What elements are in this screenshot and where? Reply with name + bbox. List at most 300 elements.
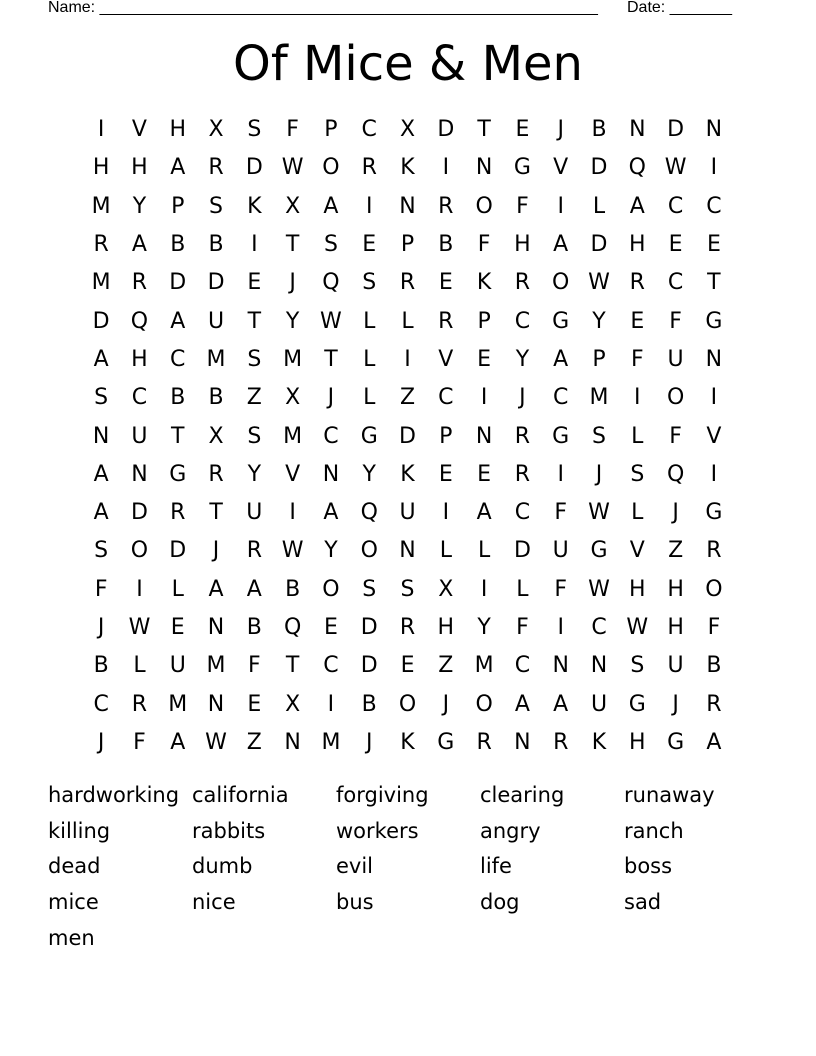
grid-letter: H: [629, 729, 646, 755]
grid-letter: D: [92, 308, 110, 334]
grid-letter: K: [400, 729, 415, 755]
grid-row: [82, 379, 734, 417]
grid-letter: N: [284, 729, 301, 755]
grid-letter: A: [246, 576, 262, 602]
grid-letter: F: [669, 423, 682, 449]
grid-letter: Z: [399, 385, 416, 411]
grid-letter: S: [400, 576, 415, 602]
word-bank-item: men: [48, 925, 95, 950]
grid-letter: W: [281, 538, 304, 564]
grid-letter: N: [475, 423, 493, 449]
grid-letter: B: [361, 691, 377, 717]
grid-row: [82, 571, 734, 609]
grid-letter: F: [669, 308, 682, 334]
grid-letter: T: [707, 270, 721, 296]
grid-letter: H: [667, 615, 684, 640]
grid-letter: E: [362, 232, 377, 258]
grid-letter: I: [442, 500, 450, 526]
grid-letter: F: [248, 653, 261, 679]
word-bank-item: california: [192, 783, 289, 807]
grid-letter: D: [169, 270, 187, 296]
grid-letter: C: [667, 270, 684, 296]
grid-letter: H: [629, 232, 646, 258]
grid-letter: P: [439, 423, 453, 449]
grid-letter: C: [514, 500, 531, 526]
grid-letter: X: [399, 117, 416, 143]
grid-letter: D: [667, 117, 685, 143]
grid-letter: V: [131, 117, 147, 143]
grid-letter: B: [706, 653, 722, 679]
word-bank-item: angry: [480, 818, 541, 843]
grid-letter: D: [399, 423, 416, 449]
grid-letter: I: [557, 615, 564, 640]
grid-letter: T: [285, 232, 300, 258]
grid-letter: K: [247, 193, 262, 219]
word-bank-item: clearing: [480, 783, 565, 807]
grid-letter: H: [131, 155, 148, 181]
grid-letter: G: [437, 729, 455, 755]
grid-letter: J: [519, 385, 526, 411]
grid-letter: F: [554, 576, 568, 602]
grid-letter: C: [323, 423, 339, 449]
grid-letter: R: [246, 538, 262, 564]
date-field-label: Date: _______: [627, 0, 732, 16]
grid-row: [82, 264, 734, 302]
grid-letter: M: [474, 653, 494, 679]
word-bank-item: evil: [336, 854, 374, 879]
grid-letter: E: [438, 270, 453, 296]
grid-letter: W: [320, 308, 342, 334]
word-bank-item: workers: [336, 818, 419, 843]
grid-letter: G: [667, 729, 685, 755]
grid-letter: I: [480, 385, 488, 411]
word-bank-item: boss: [624, 854, 673, 879]
grid-letter: H: [629, 576, 646, 602]
grid-letter: W: [205, 729, 227, 755]
grid-letter: M: [283, 346, 303, 372]
grid-letter: W: [626, 615, 649, 640]
grid-letter: V: [706, 423, 722, 449]
grid-letter: A: [93, 461, 109, 487]
grid-letter: L: [133, 653, 146, 679]
word-bank: [48, 778, 788, 956]
word-bank-item: hardworking: [48, 783, 180, 807]
grid-letter: U: [207, 308, 225, 334]
grid-letter: R: [514, 423, 531, 449]
grid-row: [82, 226, 734, 264]
grid-letter: C: [131, 385, 148, 411]
word-bank-item: ranch: [624, 818, 684, 843]
grid-letter: S: [323, 232, 338, 258]
grid-letter: D: [513, 538, 531, 564]
grid-row: [82, 532, 734, 570]
grid-letter: R: [208, 461, 224, 487]
word-bank-item: life: [480, 854, 512, 879]
grid-letter: J: [212, 538, 220, 564]
grid-letter: G: [169, 461, 187, 487]
grid-letter: H: [131, 346, 148, 372]
word-bank-item: dead: [48, 854, 101, 879]
grid-letter: D: [590, 155, 608, 181]
word-bank-item: sad: [624, 890, 662, 915]
grid-letter: G: [552, 423, 570, 449]
grid-letter: S: [630, 461, 645, 487]
grid-row: [82, 111, 734, 149]
grid-letter: A: [706, 729, 722, 755]
grid-letter: I: [634, 385, 641, 411]
grid-letter: Y: [592, 308, 606, 334]
grid-letter: R: [438, 193, 454, 219]
grid-letter: Y: [132, 193, 147, 219]
grid-letter: V: [553, 155, 569, 181]
grid-letter: A: [553, 232, 569, 258]
grid-letter: J: [442, 691, 450, 717]
grid-letter: J: [672, 500, 679, 526]
grid-letter: C: [706, 193, 722, 219]
grid-letter: N: [131, 461, 148, 487]
grid-letter: P: [477, 308, 491, 334]
grid-letter: S: [247, 423, 262, 449]
grid-letter: A: [553, 346, 569, 372]
grid-letter: D: [590, 232, 608, 258]
grid-letter: I: [710, 155, 718, 181]
grid-letter: L: [171, 576, 184, 602]
grid-row: [82, 417, 734, 455]
grid-letter: I: [557, 461, 564, 487]
grid-row: [82, 685, 734, 723]
grid-letter: D: [169, 538, 187, 564]
word-bank-item: bus: [336, 890, 374, 915]
grid-letter: E: [400, 653, 415, 679]
grid-letter: J: [672, 691, 679, 717]
grid-letter: O: [552, 270, 570, 296]
grid-letter: B: [208, 232, 224, 258]
grid-letter: Y: [247, 461, 262, 487]
grid-letter: N: [92, 423, 110, 449]
grid-letter: C: [438, 385, 454, 411]
name-field-label: Name: ________________________________________________________: [48, 0, 598, 16]
grid-letter: A: [323, 193, 339, 219]
grid-letter: N: [322, 461, 340, 487]
grid-letter: L: [363, 346, 376, 372]
grid-letter: L: [516, 576, 529, 602]
grid-letter: Q: [666, 461, 685, 487]
grid-row: [82, 188, 734, 226]
grid-letter: U: [399, 500, 416, 526]
grid-letter: S: [362, 270, 377, 296]
grid-row: [82, 149, 734, 187]
grid-letter: C: [591, 615, 607, 640]
grid-letter: S: [247, 117, 262, 143]
grid-letter: O: [322, 576, 340, 602]
grid-letter: L: [363, 308, 376, 334]
grid-letter: W: [588, 500, 610, 526]
grid-letter: M: [321, 729, 341, 755]
grid-letter: W: [281, 155, 304, 181]
grid-letter: V: [438, 346, 454, 372]
grid-letter: Y: [285, 308, 300, 334]
grid-letter: D: [360, 615, 378, 640]
grid-letter: Y: [477, 615, 491, 640]
grid-letter: C: [514, 308, 531, 334]
grid-letter: S: [362, 576, 377, 602]
grid-letter: X: [208, 423, 224, 449]
grid-letter: G: [552, 308, 570, 334]
grid-letter: T: [285, 653, 300, 679]
grid-letter: H: [514, 232, 531, 258]
grid-letter: A: [93, 346, 109, 372]
grid-letter: I: [442, 155, 450, 181]
grid-letter: E: [323, 615, 338, 640]
grid-letter: Z: [246, 729, 262, 755]
grid-letter: A: [514, 691, 530, 717]
grid-letter: B: [591, 117, 607, 143]
grid-letter: I: [251, 232, 258, 258]
grid-letter: N: [207, 691, 225, 717]
grid-letter: A: [93, 500, 109, 526]
grid-letter: X: [208, 117, 224, 143]
grid-letter: G: [513, 155, 531, 181]
grid-letter: I: [710, 461, 718, 487]
grid-letter: Z: [438, 653, 454, 679]
grid-letter: G: [590, 538, 608, 564]
grid-letter: A: [208, 576, 224, 602]
grid-letter: S: [209, 193, 224, 219]
grid-letter: A: [170, 729, 186, 755]
grid-letter: W: [664, 155, 687, 181]
grid-letter: C: [514, 653, 531, 679]
grid-letter: A: [131, 232, 147, 258]
grid-letter: W: [588, 576, 610, 602]
grid-letter: A: [170, 308, 186, 334]
grid-letter: A: [476, 500, 492, 526]
grid-letter: A: [553, 691, 569, 717]
grid-letter: E: [668, 232, 683, 258]
grid-letter: J: [289, 270, 296, 296]
grid-letter: F: [630, 346, 644, 372]
grid-letter: R: [514, 270, 531, 296]
grid-letter: C: [667, 193, 684, 219]
grid-letter: R: [438, 308, 454, 334]
grid-letter: C: [361, 117, 377, 143]
grid-letter: G: [705, 308, 723, 334]
grid-letter: Y: [324, 538, 338, 564]
grid-letter: O: [705, 576, 723, 602]
grid-letter: G: [628, 691, 646, 717]
grid-letter: E: [477, 346, 492, 372]
grid-letter: I: [97, 117, 105, 143]
grid-letter: C: [553, 385, 569, 411]
grid-letter: B: [170, 385, 186, 411]
grid-letter: M: [91, 270, 111, 296]
word-bank-item: rabbits: [192, 818, 266, 843]
grid-letter: R: [93, 232, 109, 258]
grid-letter: K: [400, 155, 415, 181]
grid-letter: H: [437, 615, 455, 640]
grid-letter: N: [705, 346, 723, 372]
grid-letter: F: [133, 729, 146, 755]
word-bank-item: killing: [48, 818, 111, 843]
grid-letter: Q: [283, 615, 302, 640]
word-bank-item: dog: [480, 890, 520, 915]
grid-letter: S: [630, 653, 645, 679]
grid-row: [82, 341, 734, 379]
word-search-grid: [82, 111, 734, 762]
word-bank-item: forgiving: [336, 783, 429, 807]
grid-letter: X: [438, 576, 454, 602]
grid-letter: U: [552, 538, 569, 564]
grid-letter: R: [399, 270, 416, 296]
grid-row: [82, 609, 734, 647]
grid-row: [82, 302, 734, 340]
grid-letter: Y: [362, 461, 376, 487]
grid-letter: H: [169, 117, 187, 143]
grid-letter: J: [327, 385, 335, 411]
grid-letter: U: [246, 500, 263, 526]
grid-letter: F: [477, 232, 491, 258]
grid-letter: K: [476, 270, 492, 296]
grid-letter: O: [398, 691, 417, 717]
grid-letter: M: [168, 691, 188, 717]
grid-letter: E: [515, 117, 530, 143]
grid-letter: X: [285, 385, 301, 411]
grid-letter: W: [588, 270, 610, 296]
grid-letter: E: [706, 232, 721, 258]
grid-letter: I: [710, 385, 718, 411]
grid-letter: S: [94, 385, 109, 411]
grid-letter: E: [630, 308, 645, 334]
grid-letter: K: [591, 729, 607, 755]
grid-letter: Q: [628, 155, 646, 181]
grid-letter: R: [131, 691, 148, 717]
grid-letter: T: [171, 423, 185, 449]
grid-letter: G: [705, 500, 723, 526]
grid-letter: O: [666, 385, 685, 411]
grid-letter: F: [94, 576, 108, 602]
grid-letter: M: [91, 193, 111, 219]
grid-letter: B: [170, 232, 186, 258]
grid-letter: N: [399, 538, 416, 564]
grid-letter: C: [323, 653, 339, 679]
grid-letter: I: [480, 576, 488, 602]
grid-row: [82, 724, 734, 762]
grid-letter: J: [97, 615, 105, 640]
grid-letter: D: [360, 653, 378, 679]
grid-letter: F: [554, 500, 568, 526]
grid-letter: L: [592, 193, 606, 219]
grid-letter: T: [477, 117, 491, 143]
page-title: Of Mice & Men: [233, 36, 583, 92]
grid-letter: D: [207, 270, 225, 296]
grid-letter: I: [557, 193, 564, 219]
grid-letter: N: [705, 117, 723, 143]
grid-letter: R: [629, 270, 645, 296]
grid-letter: N: [629, 117, 646, 143]
grid-letter: N: [207, 615, 225, 640]
grid-letter: F: [286, 117, 299, 143]
grid-letter: R: [514, 461, 531, 487]
grid-letter: N: [475, 155, 493, 181]
grid-letter: E: [247, 691, 262, 717]
grid-letter: R: [170, 500, 186, 526]
grid-letter: J: [97, 729, 105, 755]
grid-letter: Z: [246, 385, 262, 411]
grid-letter: A: [323, 500, 339, 526]
grid-letter: E: [438, 461, 453, 487]
grid-letter: J: [595, 461, 603, 487]
grid-letter: W: [128, 615, 151, 640]
grid-letter: O: [130, 538, 149, 564]
word-bank-item: runaway: [624, 783, 715, 807]
grid-row: [82, 494, 734, 532]
grid-letter: L: [401, 308, 414, 334]
grid-letter: T: [324, 346, 338, 372]
grid-letter: J: [365, 729, 373, 755]
grid-letter: M: [206, 346, 226, 372]
grid-letter: E: [170, 615, 185, 640]
grid-letter: L: [439, 538, 452, 564]
grid-letter: B: [93, 653, 109, 679]
grid-letter: N: [552, 653, 569, 679]
grid-letter: P: [171, 193, 185, 219]
grid-letter: I: [365, 193, 373, 219]
grid-letter: I: [136, 576, 143, 602]
grid-letter: I: [327, 691, 335, 717]
grid-letter: N: [514, 729, 531, 755]
grid-letter: G: [360, 423, 378, 449]
grid-letter: U: [667, 653, 684, 679]
grid-letter: R: [399, 615, 416, 640]
grid-letter: L: [363, 385, 376, 411]
grid-letter: E: [247, 270, 262, 296]
grid-letter: O: [360, 538, 378, 564]
grid-letter: R: [706, 691, 722, 717]
grid-letter: Y: [515, 346, 530, 372]
grid-letter: A: [170, 155, 186, 181]
grid-letter: X: [285, 691, 301, 717]
grid-letter: I: [404, 346, 411, 372]
grid-letter: E: [477, 461, 492, 487]
grid-letter: D: [245, 155, 263, 181]
grid-row: [82, 456, 734, 494]
grid-letter: M: [589, 385, 609, 411]
grid-letter: O: [322, 155, 340, 181]
word-bank-item: nice: [192, 890, 236, 915]
grid-letter: L: [631, 423, 644, 449]
grid-letter: F: [707, 615, 721, 640]
grid-letter: T: [247, 308, 262, 334]
grid-letter: R: [706, 538, 722, 564]
grid-letter: S: [592, 423, 606, 449]
grid-letter: U: [590, 691, 608, 717]
grid-letter: K: [400, 461, 415, 487]
grid-letter: J: [557, 117, 564, 143]
grid-letter: L: [631, 500, 644, 526]
grid-letter: M: [206, 653, 226, 679]
grid-letter: C: [170, 346, 186, 372]
grid-letter: O: [475, 193, 493, 219]
grid-letter: F: [516, 615, 529, 640]
grid-letter: B: [438, 232, 454, 258]
grid-letter: U: [169, 653, 186, 679]
grid-letter: Q: [130, 308, 149, 334]
grid-letter: V: [629, 538, 645, 564]
grid-letter: R: [208, 155, 224, 181]
grid-letter: P: [324, 117, 338, 143]
grid-letter: R: [476, 729, 492, 755]
grid-letter: S: [94, 538, 109, 564]
word-bank-item: mice: [48, 890, 99, 915]
